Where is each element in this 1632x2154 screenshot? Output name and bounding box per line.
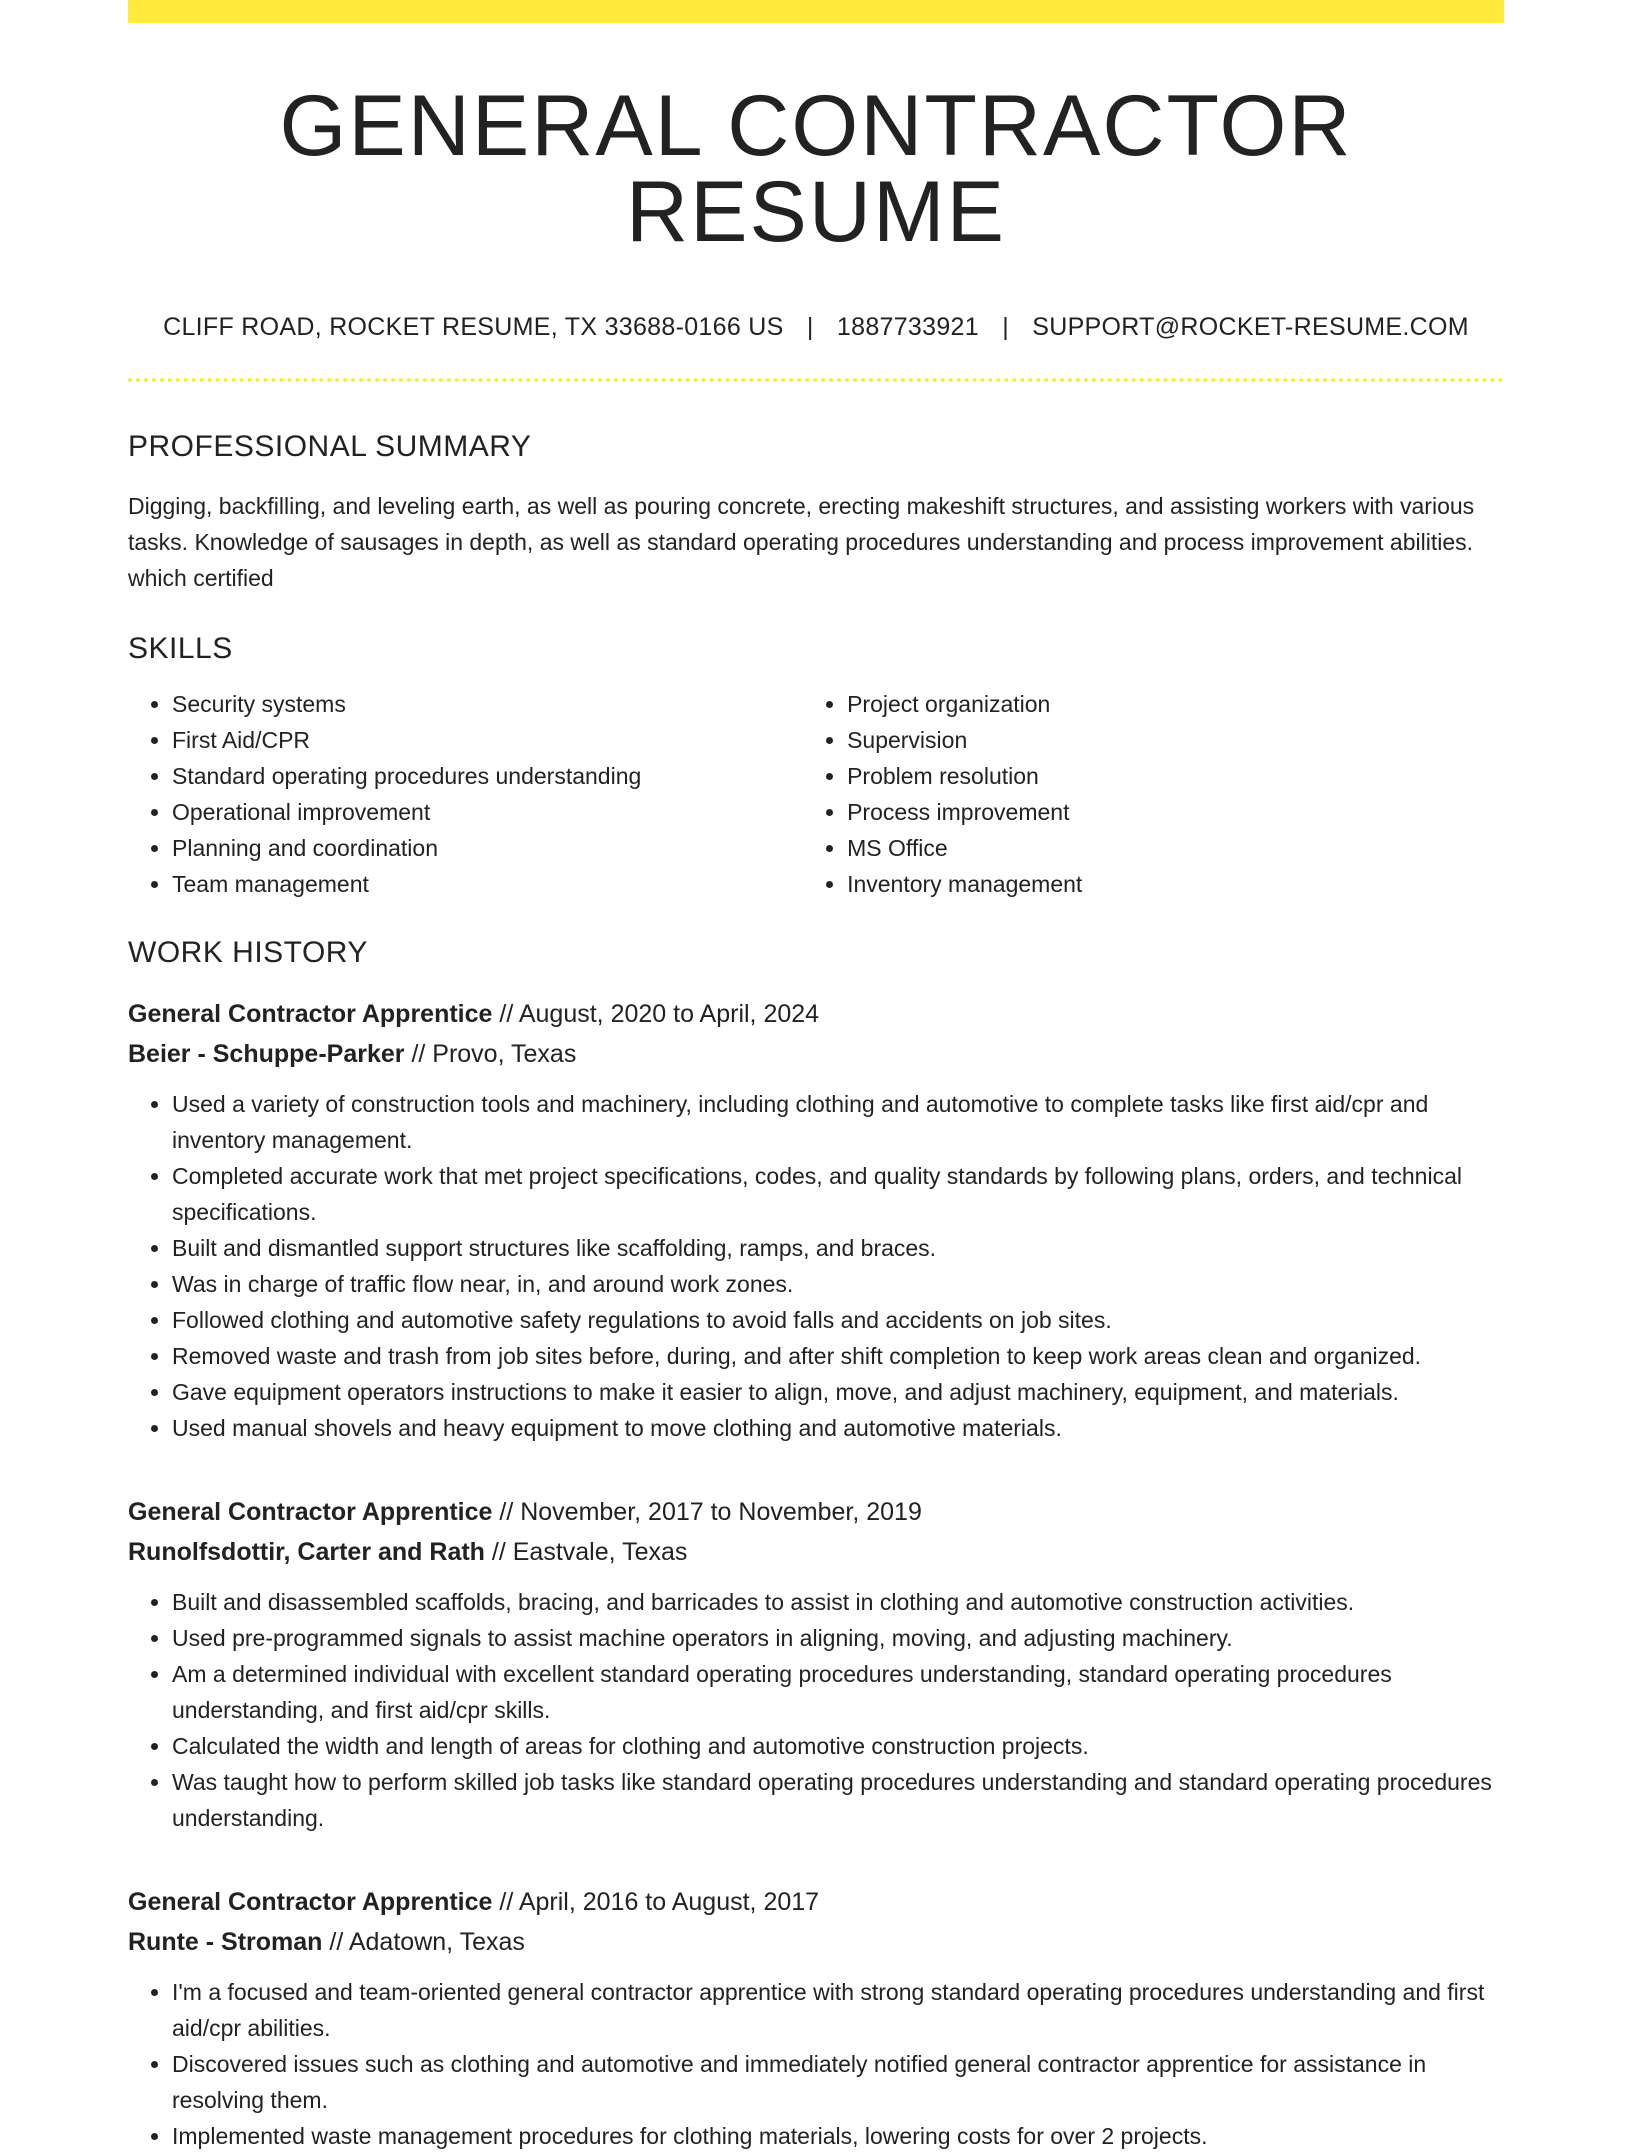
job-bullet: • Was in charge of traffic flow near, in, and around work zones. bbox=[172, 1266, 1504, 1302]
job-bullet: • Used manual shovels and heavy equipment to move clothing and automotive materials. bbox=[172, 1410, 1504, 1446]
skills-heading: SKILLS bbox=[128, 632, 233, 665]
job-title-line bbox=[128, 994, 1504, 1034]
skill-item: • Project organization bbox=[847, 686, 1504, 722]
job-location: // Provo, Texas bbox=[404, 1040, 577, 1068]
work-history-heading: WORK HISTORY bbox=[128, 936, 368, 969]
skills-column-left bbox=[128, 686, 803, 902]
job-title: General Contractor Apprentice bbox=[128, 1000, 493, 1028]
job-bullet: • Completed accurate work that met project specifications, codes, and quality standards by following plans, orders, and technical specifications. bbox=[172, 1158, 1504, 1230]
job-dates: // November, 2017 to November, 2019 bbox=[492, 1498, 922, 1526]
job-bullets bbox=[128, 1086, 1504, 1446]
job-entry bbox=[128, 1882, 1504, 2154]
job-title-line bbox=[128, 1492, 1504, 1532]
resume-page bbox=[128, 0, 1504, 2154]
accent-bar bbox=[128, 0, 1504, 23]
job-location: // Eastvale, Texas bbox=[484, 1538, 688, 1566]
job-entry bbox=[128, 1492, 1504, 1836]
job-title: General Contractor Apprentice bbox=[128, 1498, 493, 1526]
contact-line bbox=[128, 313, 1504, 342]
skill-item: • First Aid/CPR bbox=[172, 722, 803, 758]
job-bullet: • Removed waste and trash from job sites before, during, and after shift completion to keep work areas clean and organized. bbox=[172, 1338, 1504, 1374]
job-title: General Contractor Apprentice bbox=[128, 1888, 493, 1916]
contact-email[interactable]: SUPPORT@ROCKET-RESUME.COM bbox=[1032, 313, 1469, 341]
contact-separator: | bbox=[1002, 313, 1009, 341]
job-bullet: • Built and disassembled scaffolds, bracing, and barricades to assist in clothing and automotive construction activities. bbox=[172, 1584, 1504, 1620]
job-bullet: • Built and dismantled support structures like scaffolding, ramps, and braces. bbox=[172, 1230, 1504, 1266]
job-company-line bbox=[128, 1922, 1504, 1962]
skill-item: • Operational improvement bbox=[172, 794, 803, 830]
job-bullet: • Used pre-programmed signals to assist machine operators in aligning, moving, and adjusting machinery. bbox=[172, 1620, 1504, 1656]
job-dates: // April, 2016 to August, 2017 bbox=[492, 1888, 820, 1916]
skill-item: • MS Office bbox=[847, 830, 1504, 866]
job-dates: // August, 2020 to April, 2024 bbox=[492, 1000, 820, 1028]
skill-item: • Problem resolution bbox=[847, 758, 1504, 794]
summary-heading: PROFESSIONAL SUMMARY bbox=[128, 430, 532, 463]
skill-item: • Process improvement bbox=[847, 794, 1504, 830]
job-bullet: • Calculated the width and length of areas for clothing and automotive construction projects. bbox=[172, 1728, 1504, 1764]
skills-list bbox=[128, 686, 1504, 902]
skill-item: • Security systems bbox=[172, 686, 803, 722]
job-company-line bbox=[128, 1034, 1504, 1074]
job-location: // Adatown, Texas bbox=[322, 1928, 525, 1956]
job-bullet: • Used a variety of construction tools and machinery, including clothing and automotive to complete tasks like first aid/cpr and inventory management. bbox=[172, 1086, 1504, 1158]
job-company: Runolfsdottir, Carter and Rath bbox=[128, 1538, 485, 1566]
job-company: Runte - Stroman bbox=[128, 1928, 323, 1956]
job-bullet: • Am a determined individual with excellent standard operating procedures understanding, standard operating procedures understanding, and first aid/cpr skills. bbox=[172, 1656, 1504, 1728]
skill-item: • Supervision bbox=[847, 722, 1504, 758]
skill-item: • Inventory management bbox=[847, 866, 1504, 902]
job-company-line bbox=[128, 1532, 1504, 1572]
job-bullet: • Implemented waste management procedures for clothing materials, lowering costs for over 2 projects. bbox=[172, 2118, 1504, 2154]
contact-separator: | bbox=[806, 313, 814, 341]
contact-address: CLIFF ROAD, ROCKET RESUME, TX 33688-0166 US bbox=[163, 313, 784, 341]
job-bullets bbox=[128, 1974, 1504, 2154]
skill-item: • Standard operating procedures understanding bbox=[172, 758, 803, 794]
resume-title: GENERAL CONTRACTOR RESUME bbox=[279, 78, 1353, 260]
job-bullet: • Gave equipment operators instructions to make it easier to align, move, and adjust machinery, equipment, and materials. bbox=[172, 1374, 1504, 1410]
job-bullet: • Discovered issues such as clothing and automotive and immediately notified general contractor apprentice for assistance in resolving them. bbox=[172, 2046, 1504, 2118]
summary-text: Digging, backfilling, and leveling earth, as well as pouring concrete, erecting makeshift structures, and assisting workers with various tasks. Knowledge of sausages in depth, as well as standard operating procedures understanding and process improvement abilities. which certified bbox=[128, 493, 1475, 591]
job-entry bbox=[128, 994, 1504, 1446]
skill-item: • Planning and coordination bbox=[172, 830, 803, 866]
dotted-divider bbox=[128, 378, 1504, 382]
job-bullet: • Was taught how to perform skilled job tasks like standard operating procedures understanding and standard operating procedures understanding. bbox=[172, 1764, 1504, 1836]
skill-item: • Team management bbox=[172, 866, 803, 902]
contact-phone[interactable]: 1887733921 bbox=[836, 313, 979, 341]
skills-column-right bbox=[803, 686, 1504, 902]
job-bullet: • Followed clothing and automotive safety regulations to avoid falls and accidents on job sites. bbox=[172, 1302, 1504, 1338]
job-bullets bbox=[128, 1584, 1504, 1836]
job-bullet: • I'm a focused and team-oriented general contractor apprentice with strong standard operating procedures understanding and first aid/cpr abilities. bbox=[172, 1974, 1504, 2046]
job-title-line bbox=[128, 1882, 1504, 1922]
job-company: Beier - Schuppe-Parker bbox=[128, 1040, 405, 1068]
